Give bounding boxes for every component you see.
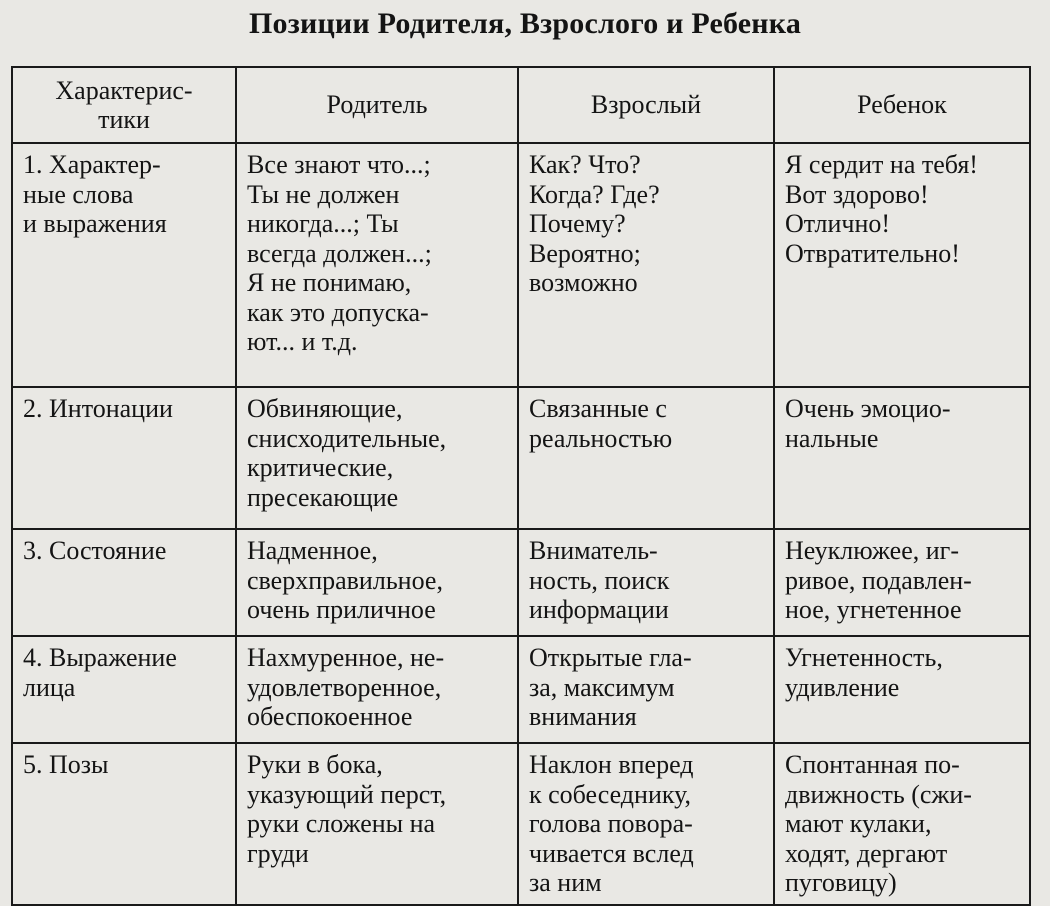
cell-adult: Открытые гла- за, максимум внимания bbox=[518, 636, 774, 743]
table-row bbox=[12, 387, 1030, 529]
cell-feature: 1. Характер- ные слова и выражения bbox=[12, 143, 236, 387]
cell-child: Угнетенность, удивление bbox=[774, 636, 1030, 743]
cell-adult: Вниматель- ность, поиск информации bbox=[518, 529, 774, 636]
table-row bbox=[12, 743, 1030, 905]
positions-table bbox=[11, 66, 1031, 906]
cell-feature: 5. Позы bbox=[12, 743, 236, 905]
cell-child: Спонтанная по- движность (сжи- мают кулаки, ходят, дергают пуговицу) bbox=[774, 743, 1030, 905]
cell-parent: Обвиняющие, снисходительные, критические, пресекающие bbox=[236, 387, 518, 529]
cell-adult: Наклон вперед к собеседнику, голова повора- чивается вслед за ним bbox=[518, 743, 774, 905]
header-characteristics: Характерис- тики bbox=[12, 67, 236, 143]
cell-parent: Нахмуренное, не- удовлетворенное, обеспокоенное bbox=[236, 636, 518, 743]
header-row bbox=[12, 67, 1030, 143]
cell-child: Я сердит на тебя! Вот здорово! Отлично! Отвратительно! bbox=[774, 143, 1030, 387]
cell-feature: 4. Выражение лица bbox=[12, 636, 236, 743]
table-row bbox=[12, 636, 1030, 743]
header-adult: Взрослый bbox=[518, 67, 774, 143]
cell-feature: 2. Интонации bbox=[12, 387, 236, 529]
page-title: Позиции Родителя, Взрослого и Ребенка bbox=[248, 7, 802, 40]
header-child: Ребенок bbox=[774, 67, 1030, 143]
cell-feature: 3. Состояние bbox=[12, 529, 236, 636]
cell-adult: Как? Что? Когда? Где? Почему? Вероятно; возможно bbox=[518, 143, 774, 387]
header-parent: Родитель bbox=[236, 67, 518, 143]
cell-parent: Надменное, сверхправильное, очень приличное bbox=[236, 529, 518, 636]
cell-child: Неуклюжее, иг- ривое, подавлен- ное, угнетенное bbox=[774, 529, 1030, 636]
cell-parent: Руки в бока, указующий перст, руки сложены на груди bbox=[236, 743, 518, 905]
table-row bbox=[12, 529, 1030, 636]
cell-adult: Связанные с реальностью bbox=[518, 387, 774, 529]
cell-parent: Все знают что...; Ты не должен никогда...; Ты всегда должен...; Я не понимаю, как это допуска- ют... и т.д. bbox=[236, 143, 518, 387]
table-row bbox=[12, 143, 1030, 387]
cell-child: Очень эмоцио- нальные bbox=[774, 387, 1030, 529]
